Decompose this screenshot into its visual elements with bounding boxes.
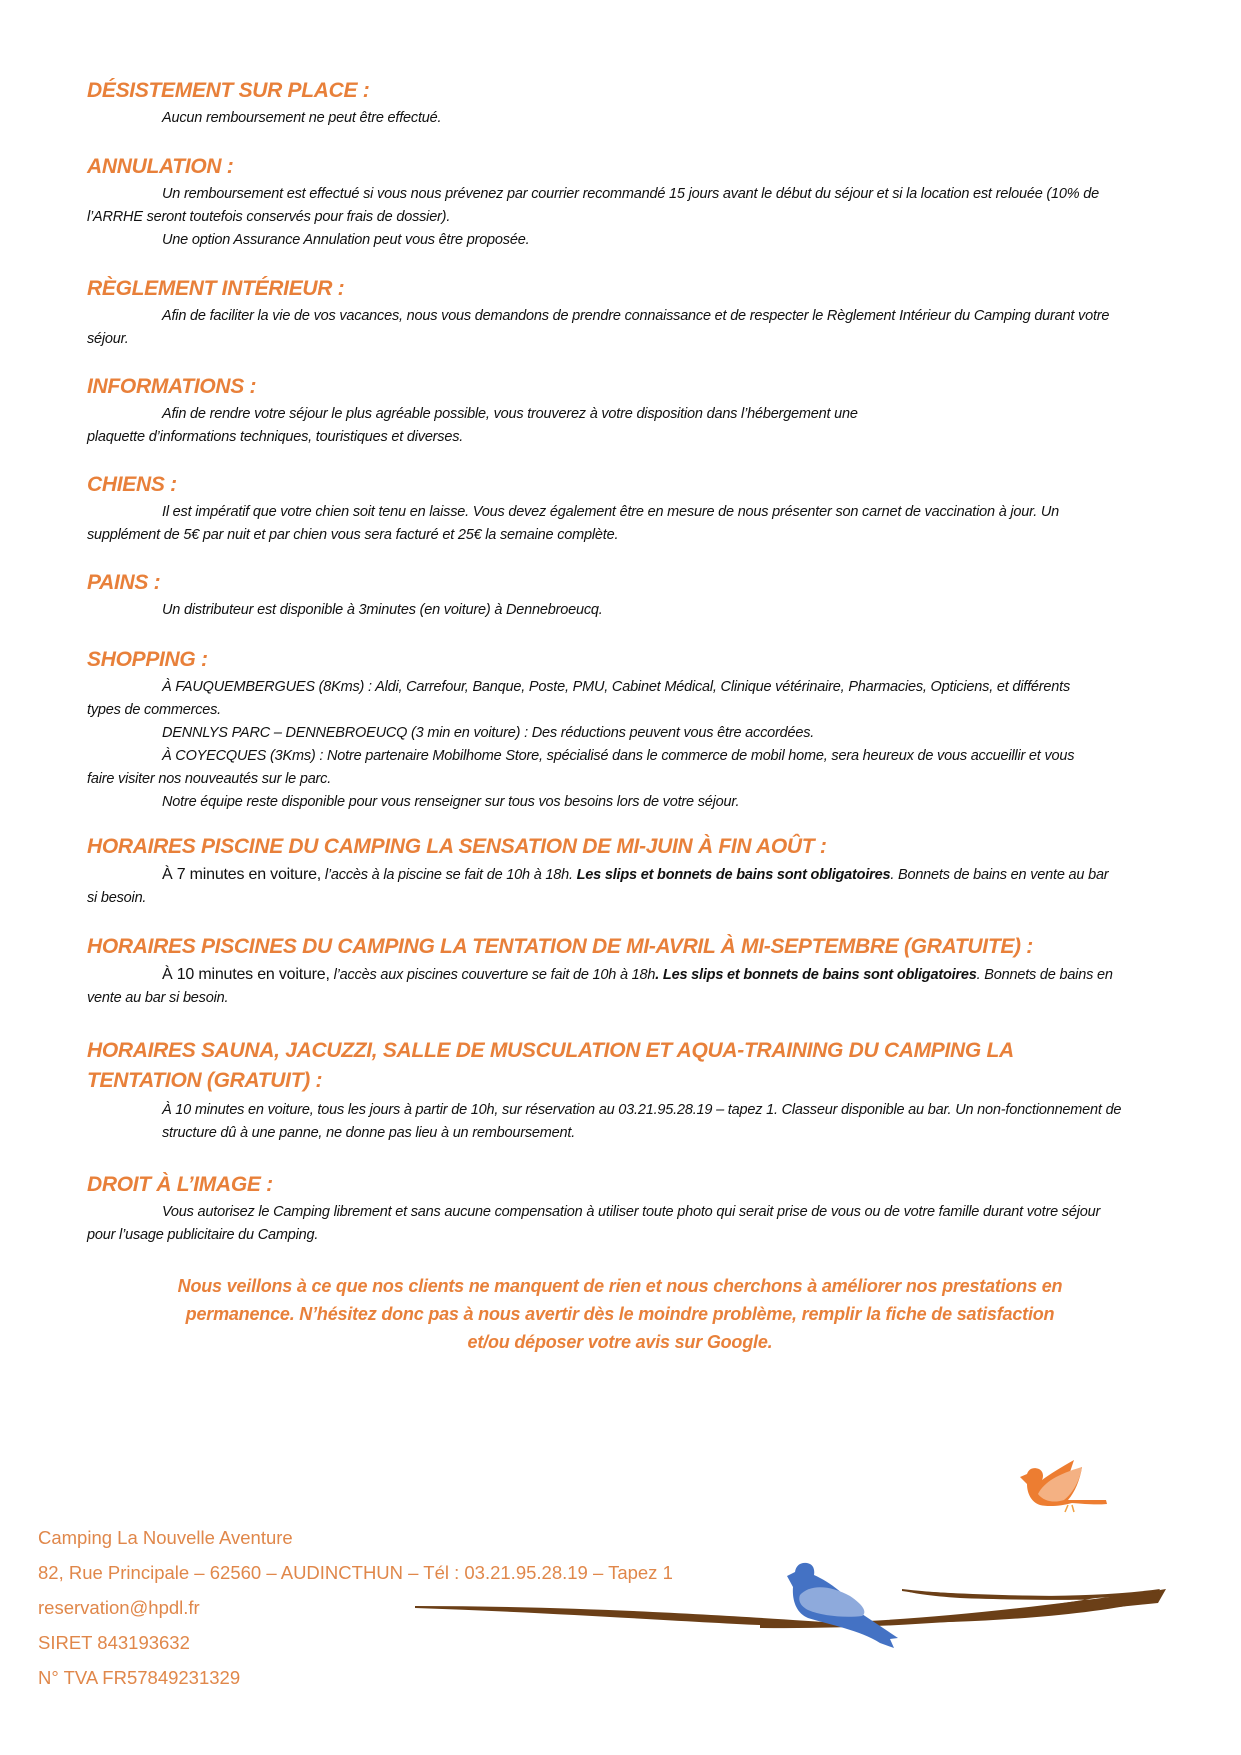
section-text: Un distributeur est disponible à 3minutes (en voiture) à Dennebroeucq.: [162, 602, 603, 618]
tail-text: . Bonnets de bains en vente au bar si besoin.: [87, 867, 1109, 906]
footer-siret: SIRET 843193632: [38, 1632, 190, 1653]
section-text: DENNLYS PARC – DENNEBROEUCQ (3 min en voiture) : Des réductions peuvent vous être accordées.: [162, 725, 815, 741]
closing-line: permanence. N’hésitez donc pas à nous avertir dès le moindre problème, remplir la fiche de satisfaction: [185, 1304, 1055, 1324]
body-text: l’accès aux piscines couverture se fait de 10h à 18h: [329, 967, 656, 983]
footer-tva: N° TVA FR57849231329: [38, 1667, 241, 1688]
footer-company-name: Camping La Nouvelle Aventure: [38, 1527, 293, 1548]
lead-text: À 7 minutes en voiture,: [162, 866, 322, 883]
branch-icon: [415, 1589, 1166, 1628]
section-title: CHIENS :: [87, 473, 177, 496]
section-title: DROIT À L’IMAGE :: [87, 1173, 273, 1196]
section-title: HORAIRES PISCINES DU CAMPING LA TENTATION DE MI-AVRIL À MI-SEPTEMBRE (GRATUITE) :: [87, 935, 1033, 958]
section-title: SHOPPING :: [87, 648, 208, 671]
section-text: Vous autorisez le Camping librement et sans aucune compensation à utiliser toute photo qui serait prise de vous ou de votre famille durant votre séjour pour l’usage publicitaire du Camping.: [87, 1204, 1101, 1243]
closing-line: et/ou déposer votre avis sur Google.: [467, 1332, 773, 1352]
orange-bird-icon: [1020, 1460, 1107, 1512]
section-text: À 10 minutes en voiture, tous les jours à partir de 10h, sur réservation au 03.21.95.28.19 – tapez 1. Classeur disponible au bar. Un non-fonctionnement de structure dû à une panne, ne donne pas lieu à un remboursement.: [162, 1102, 1122, 1141]
bold-warning: Les slips et bonnets de bains sont obligatoires: [576, 867, 891, 883]
section-title: HORAIRES PISCINE DU CAMPING LA SENSATION DE MI-JUIN À FIN AOÛT :: [87, 835, 827, 858]
section-title: INFORMATIONS :: [87, 375, 257, 398]
section-text: Notre équipe reste disponible pour vous renseigner sur tous vos besoins lors de votre séjour.: [162, 794, 740, 810]
section-text: Afin de rendre votre séjour le plus agréable possible, vous trouverez à votre disposition dans l’hébergement une: [162, 406, 858, 422]
section-text: Un remboursement est effectué si vous nous prévenez par courrier recommandé 15 jours avant le début du séjour et si la location est relouée (10% de l’ARRHE seront toutefois conservés pour frais de dossier).: [87, 186, 1099, 225]
section-text: plaquette d’informations techniques, touristiques et diverses.: [87, 429, 464, 445]
footer-address: 82, Rue Principale – 62560 – AUDINCTHUN – Tél : 03.21.95.28.19 – Tapez 1: [38, 1562, 673, 1583]
section-text: Aucun remboursement ne peut être effectué.: [162, 110, 442, 126]
section-text: À FAUQUEMBERGUES (8Kms) : Aldi, Carrefour, Banque, Poste, PMU, Cabinet Médical, Clinique vétérinaire, Pharmacies, Opticiens, et différents types de commerces.: [87, 679, 1071, 718]
bold-warning: . Les slips et bonnets de bains sont obligatoires: [655, 967, 977, 983]
section-text: Une option Assurance Annulation peut vous être proposée.: [162, 232, 530, 248]
section-text: À COYECQUES (3Kms) : Notre partenaire Mobilhome Store, spécialisé dans le commerce de mobil home, sera heureux de vous accueillir et vous faire visiter nos nouveautés sur le parc.: [87, 748, 1075, 787]
section-title: RÈGLEMENT INTÉRIEUR :: [87, 277, 345, 300]
section-text: Il est impératif que votre chien soit tenu en laisse. Vous devez également être en mesure de nous présenter son carnet de vaccination à jour. Un supplément de 5€ par nuit et par chien vous sera facturé et 25€ la semaine complète.: [87, 504, 1060, 543]
closing-line: Nous veillons à ce que nos clients ne manquent de rien et nous cherchons à améliorer nos prestations en: [177, 1276, 1063, 1296]
section-title: PAINS :: [87, 571, 161, 594]
footer-email[interactable]: reservation@hpdl.fr: [38, 1597, 200, 1618]
tail-text: . Bonnets de bains en vente au bar si besoin.: [87, 967, 1113, 1006]
section-title: DÉSISTEMENT SUR PLACE :: [87, 79, 370, 102]
lead-text: À 10 minutes en voiture,: [162, 966, 330, 983]
section-title: HORAIRES SAUNA, JACUZZI, SALLE DE MUSCULATION ET AQUA-TRAINING DU CAMPING LA TENTATION (GRATUIT) :: [87, 1039, 1014, 1092]
section-text: Afin de faciliter la vie de vos vacances, nous vous demandons de prendre connaissance et de respecter le Règlement Intérieur du Camping durant votre séjour.: [87, 308, 1110, 347]
section-title: ANNULATION :: [87, 155, 234, 178]
blue-bird-icon: [787, 1563, 898, 1648]
body-text: l’accès à la piscine se fait de 10h à 18h.: [321, 867, 577, 883]
